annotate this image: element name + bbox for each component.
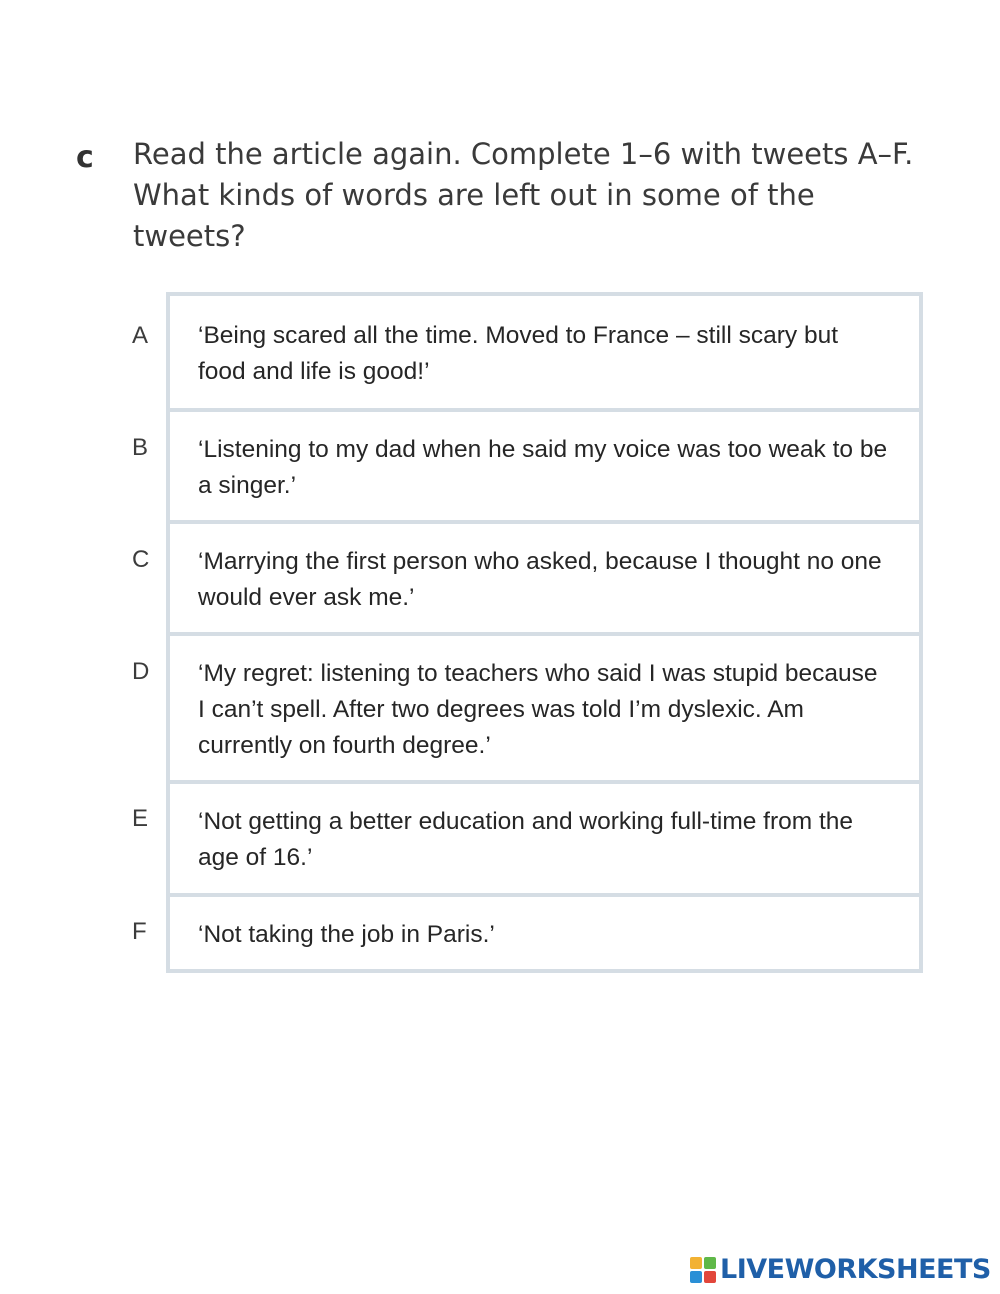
logo-grid-icon <box>690 1257 716 1283</box>
tweet-letter-a: A <box>132 322 149 349</box>
tweet-row-d <box>170 632 919 780</box>
tweet-letter-f: F <box>132 918 147 945</box>
logo-square-2 <box>704 1257 716 1269</box>
tweet-text-c: ‘Marrying the first person who asked, because I thought no one would ever ask me.’ <box>198 548 882 611</box>
tweet-text-b: ‘Listening to my dad when he said my voice was too weak to be a singer.’ <box>198 436 888 499</box>
tweets-table <box>166 292 923 973</box>
tweet-row-e <box>170 780 919 893</box>
tweet-letter-e: E <box>132 805 149 832</box>
exercise-instructions: Read the article again. Complete 1–6 with tweets A–F. What kinds of words are left out in some of the tweets? <box>133 137 914 253</box>
logo-square-1 <box>690 1257 702 1269</box>
logo-square-3 <box>690 1271 702 1283</box>
tweet-row-b <box>170 408 919 520</box>
tweet-text-a: ‘Being scared all the time. Moved to France – still scary but food and life is good!’ <box>198 322 839 385</box>
tweet-row-c <box>170 520 919 632</box>
liveworksheets-logo <box>690 1254 991 1285</box>
tweet-text-d: ‘My regret: listening to teachers who said I was stupid because I can’t spell. After two degrees was told I’m dyslexic. Am currently on fourth degree.’ <box>198 660 878 759</box>
tweet-text-e: ‘Not getting a better education and working full-time from the age of 16.’ <box>198 808 854 871</box>
exercise-letter: c <box>76 140 94 175</box>
logo-text: LIVEWORKSHEETS <box>720 1254 991 1285</box>
tweet-text-f: ‘Not taking the job in Paris.’ <box>198 921 495 948</box>
tweet-letter-b: B <box>132 434 149 461</box>
tweet-row-a <box>170 296 919 408</box>
tweet-letter-d: D <box>132 658 150 685</box>
tweet-letter-c: C <box>132 546 150 573</box>
logo-square-4 <box>704 1271 716 1283</box>
tweet-row-f <box>170 893 919 969</box>
